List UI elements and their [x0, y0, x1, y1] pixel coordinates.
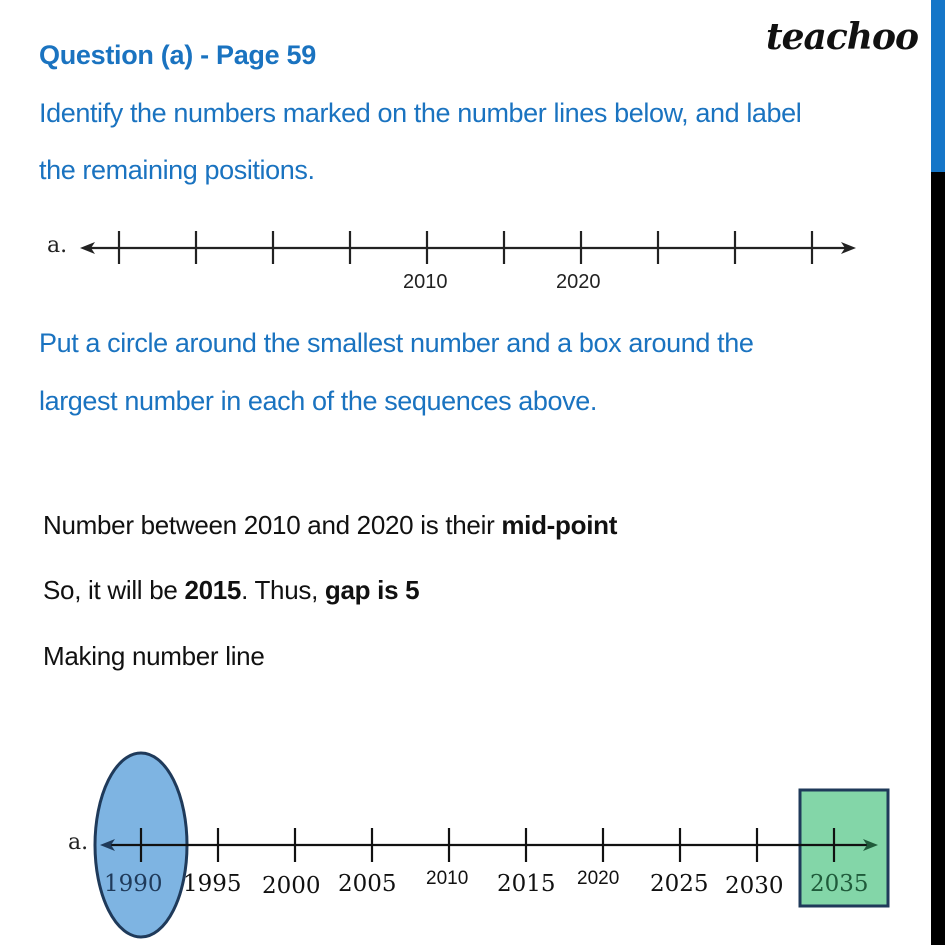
tick-label-2000: 2000 [262, 873, 321, 899]
solution-bold-gap: gap is 5 [324, 575, 420, 605]
question-line-3: Put a circle around the smallest number and a box around the [39, 328, 754, 358]
page-title: Question (a) - Page 59 [39, 40, 316, 70]
teachoo-logo: teachoo [766, 16, 918, 58]
solved-line-label: a. [68, 830, 89, 855]
solution-line-3: Making number line [43, 641, 265, 671]
tick-label-2025: 2025 [650, 871, 709, 897]
tick-label-1990: 1990 [104, 871, 163, 897]
question-line-1: Identify the numbers marked on the number lines below, and label [39, 98, 802, 128]
tick-label-2030: 2030 [725, 873, 784, 899]
solution-text: So, it will be [43, 575, 185, 605]
tick-label-1995: 1995 [183, 871, 242, 897]
solution-bold-2015: 2015 [184, 575, 242, 605]
number-line-label: a. [47, 233, 68, 258]
question-line-4: largest number in each of the sequences above. [39, 386, 597, 416]
tick-label-2015: 2015 [497, 871, 556, 897]
tick-label-2020: 2020 [556, 271, 601, 293]
tick-label-2035: 2035 [810, 871, 869, 897]
tick-label-2005: 2005 [338, 871, 397, 897]
solution-text: Number between 2010 and 2020 is their [43, 510, 502, 540]
solution-text: . Thus, [241, 575, 325, 605]
tick-label-2010: 2010 [403, 271, 448, 293]
solution-bold-midpoint: mid-point [501, 510, 618, 540]
tick-label-2020: 2020 [577, 868, 620, 889]
question-line-2: the remaining positions. [39, 155, 315, 185]
tick-label-2010: 2010 [426, 868, 469, 889]
